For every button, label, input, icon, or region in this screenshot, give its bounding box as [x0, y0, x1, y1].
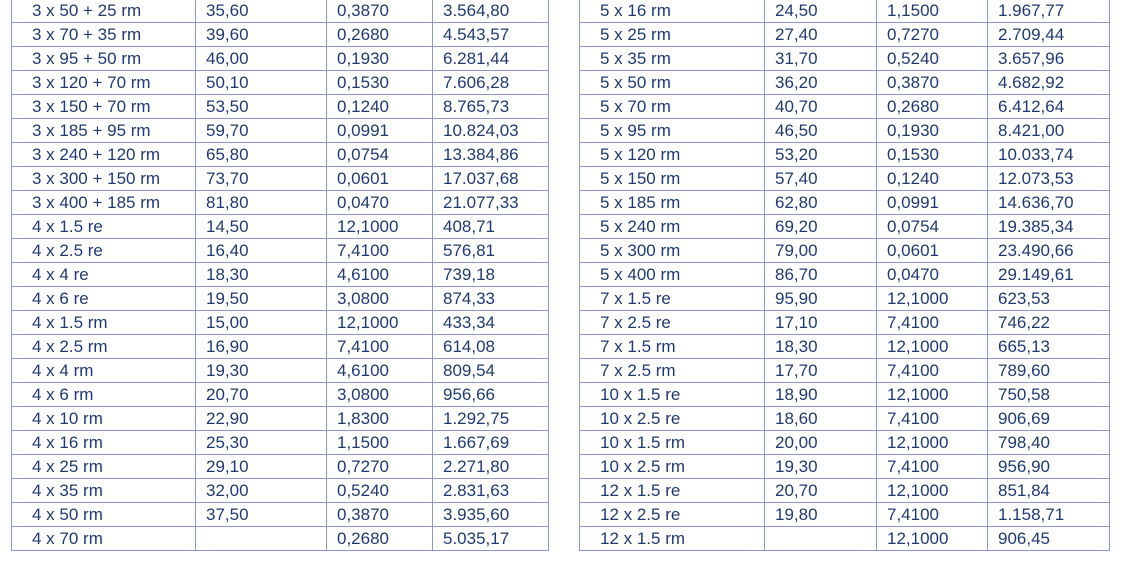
price-cell: 4.543,57 — [433, 23, 549, 47]
price-cell: 3.657,96 — [988, 47, 1110, 71]
resistance-cell: 0,5240 — [327, 479, 433, 503]
resistance-cell: 12,1000 — [877, 431, 988, 455]
weight-cell: 18,30 — [765, 335, 877, 359]
weight-cell: 17,70 — [765, 359, 877, 383]
cable-size-cell: 4 x 1.5 re — [12, 215, 196, 239]
resistance-cell: 0,3870 — [877, 71, 988, 95]
resistance-cell: 0,0754 — [877, 215, 988, 239]
resistance-cell: 0,1240 — [877, 167, 988, 191]
cable-size-cell: 7 x 2.5 re — [580, 311, 765, 335]
resistance-cell: 0,7270 — [877, 23, 988, 47]
cable-size-cell: 5 x 300 rm — [580, 239, 765, 263]
price-cell: 17.037,68 — [433, 167, 549, 191]
resistance-cell: 0,0470 — [877, 263, 988, 287]
table-body — [580, 0, 1110, 551]
price-cell: 4.682,92 — [988, 71, 1110, 95]
weight-cell: 69,20 — [765, 215, 877, 239]
price-cell: 906,45 — [988, 527, 1110, 551]
weight-cell: 29,10 — [196, 455, 327, 479]
table-row — [12, 143, 549, 167]
price-cell: 623,53 — [988, 287, 1110, 311]
price-cell: 8.421,00 — [988, 119, 1110, 143]
table-body — [12, 0, 549, 551]
cable-size-cell: 3 x 185 + 95 rm — [12, 119, 196, 143]
cable-size-cell: 4 x 6 rm — [12, 383, 196, 407]
price-cell: 665,13 — [988, 335, 1110, 359]
price-cell: 6.412,64 — [988, 95, 1110, 119]
cable-spec-table-left — [11, 0, 549, 551]
resistance-cell: 4,6100 — [327, 263, 433, 287]
table-row — [12, 431, 549, 455]
weight-cell: 20,00 — [765, 431, 877, 455]
resistance-cell: 1,8300 — [327, 407, 433, 431]
table-row — [580, 263, 1110, 287]
table-row — [580, 503, 1110, 527]
price-cell: 874,33 — [433, 287, 549, 311]
resistance-cell: 0,1930 — [877, 119, 988, 143]
cable-size-cell: 5 x 35 rm — [580, 47, 765, 71]
price-cell: 13.384,86 — [433, 143, 549, 167]
price-cell: 1.967,77 — [988, 0, 1110, 23]
cable-size-cell: 4 x 70 rm — [12, 527, 196, 551]
cable-size-cell: 4 x 35 rm — [12, 479, 196, 503]
cable-size-cell: 3 x 300 + 150 rm — [12, 167, 196, 191]
table-row — [580, 311, 1110, 335]
cable-size-cell: 4 x 2.5 re — [12, 239, 196, 263]
table-row — [580, 167, 1110, 191]
table-row — [580, 383, 1110, 407]
price-cell: 1.292,75 — [433, 407, 549, 431]
table-row — [580, 431, 1110, 455]
resistance-cell: 12,1000 — [877, 383, 988, 407]
resistance-cell: 0,1530 — [327, 71, 433, 95]
price-cell: 5.035,17 — [433, 527, 549, 551]
resistance-cell: 0,2680 — [877, 95, 988, 119]
weight-cell: 17,10 — [765, 311, 877, 335]
price-cell: 21.077,33 — [433, 191, 549, 215]
weight-cell — [196, 527, 327, 551]
table-row — [580, 407, 1110, 431]
resistance-cell: 12,1000 — [877, 335, 988, 359]
price-cell: 2.709,44 — [988, 23, 1110, 47]
price-cell: 2.271,80 — [433, 455, 549, 479]
price-cell: 19.385,34 — [988, 215, 1110, 239]
resistance-cell: 0,2680 — [327, 23, 433, 47]
price-cell: 3.935,60 — [433, 503, 549, 527]
weight-cell: 86,70 — [765, 263, 877, 287]
resistance-cell: 0,7270 — [327, 455, 433, 479]
cable-size-cell: 10 x 2.5 rm — [580, 455, 765, 479]
cable-size-cell: 12 x 2.5 re — [580, 503, 765, 527]
cable-size-cell: 3 x 95 + 50 rm — [12, 47, 196, 71]
weight-cell: 40,70 — [765, 95, 877, 119]
table-row — [12, 119, 549, 143]
weight-cell: 16,40 — [196, 239, 327, 263]
price-cell: 10.033,74 — [988, 143, 1110, 167]
weight-cell: 19,80 — [765, 503, 877, 527]
resistance-cell: 0,0991 — [327, 119, 433, 143]
table-row — [12, 95, 549, 119]
resistance-cell: 1,1500 — [327, 431, 433, 455]
price-cell: 739,18 — [433, 263, 549, 287]
price-cell: 798,40 — [988, 431, 1110, 455]
weight-cell: 27,40 — [765, 23, 877, 47]
table-row — [580, 479, 1110, 503]
cable-size-cell: 3 x 150 + 70 rm — [12, 95, 196, 119]
price-cell: 23.490,66 — [988, 239, 1110, 263]
cable-size-cell: 10 x 1.5 rm — [580, 431, 765, 455]
price-cell: 12.073,53 — [988, 167, 1110, 191]
resistance-cell: 7,4100 — [877, 407, 988, 431]
price-cell: 2.831,63 — [433, 479, 549, 503]
resistance-cell: 7,4100 — [327, 239, 433, 263]
cable-size-cell: 10 x 1.5 re — [580, 383, 765, 407]
weight-cell: 18,60 — [765, 407, 877, 431]
resistance-cell: 7,4100 — [877, 311, 988, 335]
price-cell: 956,66 — [433, 383, 549, 407]
cable-size-cell: 3 x 240 + 120 rm — [12, 143, 196, 167]
resistance-cell: 4,6100 — [327, 359, 433, 383]
price-cell: 809,54 — [433, 359, 549, 383]
cable-size-cell: 4 x 1.5 rm — [12, 311, 196, 335]
price-cell: 614,08 — [433, 335, 549, 359]
table-row — [12, 239, 549, 263]
resistance-cell: 0,0601 — [877, 239, 988, 263]
resistance-cell: 0,2680 — [327, 527, 433, 551]
weight-cell: 18,90 — [765, 383, 877, 407]
weight-cell: 81,80 — [196, 191, 327, 215]
cable-size-cell: 4 x 4 re — [12, 263, 196, 287]
weight-cell — [765, 527, 877, 551]
cable-size-cell: 5 x 400 rm — [580, 263, 765, 287]
weight-cell: 24,50 — [765, 0, 877, 23]
resistance-cell: 7,4100 — [877, 503, 988, 527]
weight-cell: 46,00 — [196, 47, 327, 71]
cable-size-cell: 5 x 185 rm — [580, 191, 765, 215]
table-row — [12, 383, 549, 407]
price-cell: 6.281,44 — [433, 47, 549, 71]
resistance-cell: 12,1000 — [877, 287, 988, 311]
cable-size-cell: 5 x 70 rm — [580, 95, 765, 119]
cable-size-cell: 4 x 6 re — [12, 287, 196, 311]
price-cell: 7.606,28 — [433, 71, 549, 95]
weight-cell: 73,70 — [196, 167, 327, 191]
weight-cell: 25,30 — [196, 431, 327, 455]
weight-cell: 32,00 — [196, 479, 327, 503]
table-row — [580, 119, 1110, 143]
table-row — [12, 359, 549, 383]
resistance-cell: 0,1240 — [327, 95, 433, 119]
weight-cell: 15,00 — [196, 311, 327, 335]
table-row — [580, 287, 1110, 311]
price-cell: 576,81 — [433, 239, 549, 263]
table-row — [580, 335, 1110, 359]
resistance-cell: 7,4100 — [877, 455, 988, 479]
weight-cell: 35,60 — [196, 0, 327, 23]
price-cell: 14.636,70 — [988, 191, 1110, 215]
table-row — [12, 23, 549, 47]
table-row — [12, 335, 549, 359]
table-row — [580, 359, 1110, 383]
table-row — [12, 191, 549, 215]
price-cell: 433,34 — [433, 311, 549, 335]
weight-cell: 65,80 — [196, 143, 327, 167]
weight-cell: 19,30 — [765, 455, 877, 479]
table-row — [580, 47, 1110, 71]
resistance-cell: 0,5240 — [877, 47, 988, 71]
table-row — [12, 527, 549, 551]
weight-cell: 53,20 — [765, 143, 877, 167]
table-row — [580, 0, 1110, 23]
weight-cell: 59,70 — [196, 119, 327, 143]
table-row — [12, 263, 549, 287]
cable-size-cell: 3 x 120 + 70 rm — [12, 71, 196, 95]
cable-size-cell: 3 x 50 + 25 rm — [12, 0, 196, 23]
resistance-cell: 7,4100 — [877, 359, 988, 383]
weight-cell: 53,50 — [196, 95, 327, 119]
weight-cell: 36,20 — [765, 71, 877, 95]
cable-size-cell: 10 x 2.5 re — [580, 407, 765, 431]
table-row — [580, 95, 1110, 119]
resistance-cell: 0,3870 — [327, 503, 433, 527]
cable-size-cell: 5 x 150 rm — [580, 167, 765, 191]
cable-size-cell: 4 x 4 rm — [12, 359, 196, 383]
weight-cell: 16,90 — [196, 335, 327, 359]
resistance-cell: 12,1000 — [327, 215, 433, 239]
resistance-cell: 0,0991 — [877, 191, 988, 215]
cable-size-cell: 7 x 2.5 rm — [580, 359, 765, 383]
price-cell: 29.149,61 — [988, 263, 1110, 287]
weight-cell: 22,90 — [196, 407, 327, 431]
table-row — [12, 167, 549, 191]
price-cell: 408,71 — [433, 215, 549, 239]
table-row — [12, 311, 549, 335]
weight-cell: 46,50 — [765, 119, 877, 143]
cable-size-cell: 3 x 70 + 35 rm — [12, 23, 196, 47]
price-cell: 956,90 — [988, 455, 1110, 479]
price-cell: 906,69 — [988, 407, 1110, 431]
table-row — [12, 47, 549, 71]
table-row — [12, 479, 549, 503]
table-row — [12, 215, 549, 239]
table-row — [580, 71, 1110, 95]
cable-size-cell: 5 x 16 rm — [580, 0, 765, 23]
cable-spec-table-right — [579, 0, 1110, 551]
cable-size-cell: 7 x 1.5 re — [580, 287, 765, 311]
table-row — [12, 287, 549, 311]
cable-size-cell: 4 x 2.5 rm — [12, 335, 196, 359]
weight-cell: 20,70 — [196, 383, 327, 407]
price-cell: 789,60 — [988, 359, 1110, 383]
cable-size-cell: 5 x 50 rm — [580, 71, 765, 95]
table-row — [12, 455, 549, 479]
cable-size-cell: 12 x 1.5 re — [580, 479, 765, 503]
weight-cell: 19,50 — [196, 287, 327, 311]
table-row — [12, 503, 549, 527]
resistance-cell: 12,1000 — [877, 527, 988, 551]
price-cell: 3.564,80 — [433, 0, 549, 23]
weight-cell: 39,60 — [196, 23, 327, 47]
resistance-cell: 1,1500 — [877, 0, 988, 23]
cable-size-cell: 12 x 1.5 rm — [580, 527, 765, 551]
table-row — [12, 71, 549, 95]
weight-cell: 62,80 — [765, 191, 877, 215]
table-row — [12, 407, 549, 431]
weight-cell: 57,40 — [765, 167, 877, 191]
cable-size-cell: 5 x 120 rm — [580, 143, 765, 167]
weight-cell: 50,10 — [196, 71, 327, 95]
table-row — [12, 0, 549, 23]
price-cell: 8.765,73 — [433, 95, 549, 119]
resistance-cell: 3,0800 — [327, 287, 433, 311]
weight-cell: 19,30 — [196, 359, 327, 383]
table-row — [580, 215, 1110, 239]
cable-size-cell: 3 x 400 + 185 rm — [12, 191, 196, 215]
weight-cell: 79,00 — [765, 239, 877, 263]
table-row — [580, 23, 1110, 47]
resistance-cell: 3,0800 — [327, 383, 433, 407]
price-cell: 750,58 — [988, 383, 1110, 407]
resistance-cell: 0,1930 — [327, 47, 433, 71]
resistance-cell: 0,0754 — [327, 143, 433, 167]
table-row — [580, 455, 1110, 479]
price-cell: 851,84 — [988, 479, 1110, 503]
weight-cell: 18,30 — [196, 263, 327, 287]
table-row — [580, 239, 1110, 263]
cable-size-cell: 5 x 25 rm — [580, 23, 765, 47]
cable-size-cell: 4 x 16 rm — [12, 431, 196, 455]
weight-cell: 20,70 — [765, 479, 877, 503]
weight-cell: 37,50 — [196, 503, 327, 527]
resistance-cell: 7,4100 — [327, 335, 433, 359]
cable-size-cell: 4 x 10 rm — [12, 407, 196, 431]
table-row — [580, 527, 1110, 551]
cable-size-cell: 4 x 50 rm — [12, 503, 196, 527]
resistance-cell: 0,0601 — [327, 167, 433, 191]
resistance-cell: 0,1530 — [877, 143, 988, 167]
price-cell: 1.158,71 — [988, 503, 1110, 527]
cable-size-cell: 5 x 240 rm — [580, 215, 765, 239]
resistance-cell: 0,0470 — [327, 191, 433, 215]
table-row — [580, 143, 1110, 167]
table-row — [580, 191, 1110, 215]
cable-size-cell: 7 x 1.5 rm — [580, 335, 765, 359]
price-cell: 746,22 — [988, 311, 1110, 335]
weight-cell: 31,70 — [765, 47, 877, 71]
resistance-cell: 12,1000 — [327, 311, 433, 335]
cable-size-cell: 5 x 95 rm — [580, 119, 765, 143]
price-cell: 10.824,03 — [433, 119, 549, 143]
cable-size-cell: 4 x 25 rm — [12, 455, 196, 479]
resistance-cell: 0,3870 — [327, 0, 433, 23]
resistance-cell: 12,1000 — [877, 479, 988, 503]
weight-cell: 14,50 — [196, 215, 327, 239]
price-cell: 1.667,69 — [433, 431, 549, 455]
weight-cell: 95,90 — [765, 287, 877, 311]
